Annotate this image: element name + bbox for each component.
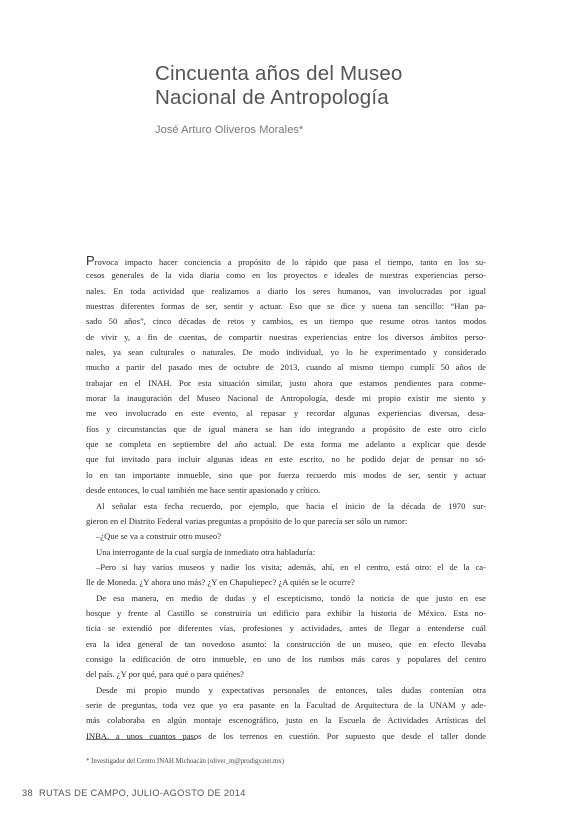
article-body — [86, 253, 486, 744]
footnote: * Investigador del Centro INAH Michoacán (oliver_m@prodigy.net.mx) — [86, 758, 284, 765]
body-text-line — [86, 637, 486, 652]
body-text-line — [86, 253, 486, 268]
body-text-line — [86, 452, 486, 467]
journal-name: RUTAS DE CAMPO, JULIO-AGOSTO DE 2014 — [38, 788, 246, 798]
body-text-line — [86, 667, 486, 682]
body-text: sado 50 años”, cinco décadas de retos y cambios, es un tiempo que resume otros tantos modos — [86, 316, 486, 327]
body-text-line — [86, 514, 486, 529]
body-text: rovoca impacto hacer conciencia a propósito de lo rápido que pasa el tiempo, tanto en los su- — [94, 257, 486, 267]
body-text-line — [86, 729, 486, 744]
body-text: gieron en el Distrito Federal varias preguntas a propósito de lo que parecía ser sólo un rumor: — [86, 515, 408, 526]
body-text-line — [86, 360, 486, 375]
body-text: INBA, a unos cuantos pasos de los terrenos en cuestión. Por supuesto que desde el taller donde — [86, 730, 486, 741]
body-text-line — [86, 345, 486, 360]
body-text: fíos y circunstancias que de igual manera se han ido integrando a propósito de este otro ciclo — [86, 423, 486, 434]
body-text: nales, ya sean culturales o naturales. De modo individual, yo lo he experimentado y considerado — [86, 347, 486, 358]
body-text-line — [86, 575, 486, 590]
body-text-line — [86, 330, 486, 345]
article-title — [155, 62, 535, 110]
body-text: del país. ¿Y por qué, para qué o para quiénes? — [86, 669, 244, 680]
body-text: que se completa en septiembre del año actual. De esta forma me adelanto a explicar que desde — [86, 439, 486, 450]
body-text-line — [86, 499, 486, 514]
title-line-2: Nacional de Antropología — [155, 86, 389, 109]
body-text: nales. En toda actividad que realizamos a diario los seres humanos, van involucradas por igual — [86, 285, 486, 296]
drop-cap: P — [86, 253, 95, 268]
body-text: ticia se extendió por diferentes vías, profesiones y actividades, antes de llegar a entenderse cuál — [86, 623, 486, 634]
body-text-line — [86, 299, 486, 314]
page-footer — [22, 788, 246, 798]
body-text-line — [86, 483, 486, 498]
body-text: serie de preguntas, toda vez que yo era pasante en la Facultad de Arquitectura de la UNAM y ade- — [86, 699, 486, 710]
body-text: De esa manera, en medio de dudas y el escepticismo, tondó la noticia de que justo en ese — [96, 592, 486, 603]
body-text: nuestras diferentes formas de ser, sentir y actuar. Eso que se dice y suena tan sencillo: “Han pa- — [86, 301, 486, 312]
body-text-line — [86, 376, 486, 391]
body-text: lle de Moneda. ¿Y ahora uno más? ¿Y en Chapultepec? ¿A quién se le ocurre? — [86, 577, 355, 588]
article-author: José Arturo Oliveros Morales* — [155, 124, 304, 136]
page-number: 38 — [22, 788, 33, 798]
body-text: Al señalar esta fecha recuerdo, por ejemplo, que hacia el inicio de la década de 1970 sur- — [96, 500, 486, 511]
body-text-line — [86, 713, 486, 728]
body-text-line — [86, 437, 486, 452]
body-text: cesos generales de la vida diaria como en los proyectos e ideales de nuestras experiencias perso- — [86, 270, 486, 281]
body-text-line — [86, 560, 486, 575]
footnote-rule — [86, 739, 196, 740]
body-text: consigo la edificación de otro inmueble, en uno de los rumbos más caros y populares del centro — [86, 653, 486, 664]
body-text: desde entonces, lo cual también me hace sentir apasionado y crítico. — [86, 485, 321, 496]
body-text-line — [86, 284, 486, 299]
title-line-1: Cincuenta años del Museo — [155, 62, 403, 85]
body-text: que fui invitado para incluir algunas ideas en este escrito, no he podido dejar de pensar no só- — [86, 454, 486, 465]
body-text-line — [86, 545, 486, 560]
body-text-line — [86, 268, 486, 283]
body-text-line — [86, 529, 486, 544]
body-text-line — [86, 652, 486, 667]
body-text-line — [86, 406, 486, 421]
body-text: –¿Que se va a construir otro museo? — [96, 531, 222, 542]
body-text-line — [86, 422, 486, 437]
body-text: me veo involucrado en este evento, al repasar y recordar algunas experiencias diversas, desa- — [86, 408, 486, 419]
body-text-line — [86, 468, 486, 483]
body-text-line — [86, 698, 486, 713]
body-text: era la idea general de tan novedoso asunto: la construcción de un museo, que en efecto llevaba — [86, 638, 486, 649]
body-text: Una interrogante de la cual surgía de inmediato otra habladuría: — [96, 546, 316, 557]
body-text: Desde mi propio mundo y expectativas personales de entonces, tales dudas contenían otra — [96, 684, 486, 695]
body-text: lo en tan importante inmueble, sino que por fuerza recuerdo mis modos de ser, sentir y actuar — [86, 469, 486, 480]
body-text: de vivir y, a fin de cuentas, de compartir nuestras experiencias entre los diversos ámbitos perso- — [86, 331, 486, 342]
body-text: mucho a partir del pasado mes de octubre de 2013, cuando al mismo tiempo cumplí 50 años de — [86, 362, 486, 373]
body-text: más colaboraba en algún montaje escenográfico, justo en la Escuela de Actividades Artísticas del — [86, 715, 486, 726]
body-text: trabajar en el INAH. Por esta situación similar, justo ahora que estamos pendientes para conme- — [86, 377, 486, 388]
body-text: morar la inauguración del Museo Nacional de Antropología, desde mi propio existir me siento y — [86, 393, 486, 404]
body-text-line — [86, 314, 486, 329]
body-text-line — [86, 621, 486, 636]
body-text: bosque y frente al Castillo se construiría un edificio para exhibir la historia de México. Esta no- — [86, 607, 486, 618]
body-text: –Pero si hay varios museos y nadie los visita; además, ahí, en el centro, está otro: el de la ca- — [96, 561, 486, 572]
body-text-line — [86, 683, 486, 698]
body-text-line — [86, 606, 486, 621]
body-text-line — [86, 591, 486, 606]
body-text-line — [86, 391, 486, 406]
